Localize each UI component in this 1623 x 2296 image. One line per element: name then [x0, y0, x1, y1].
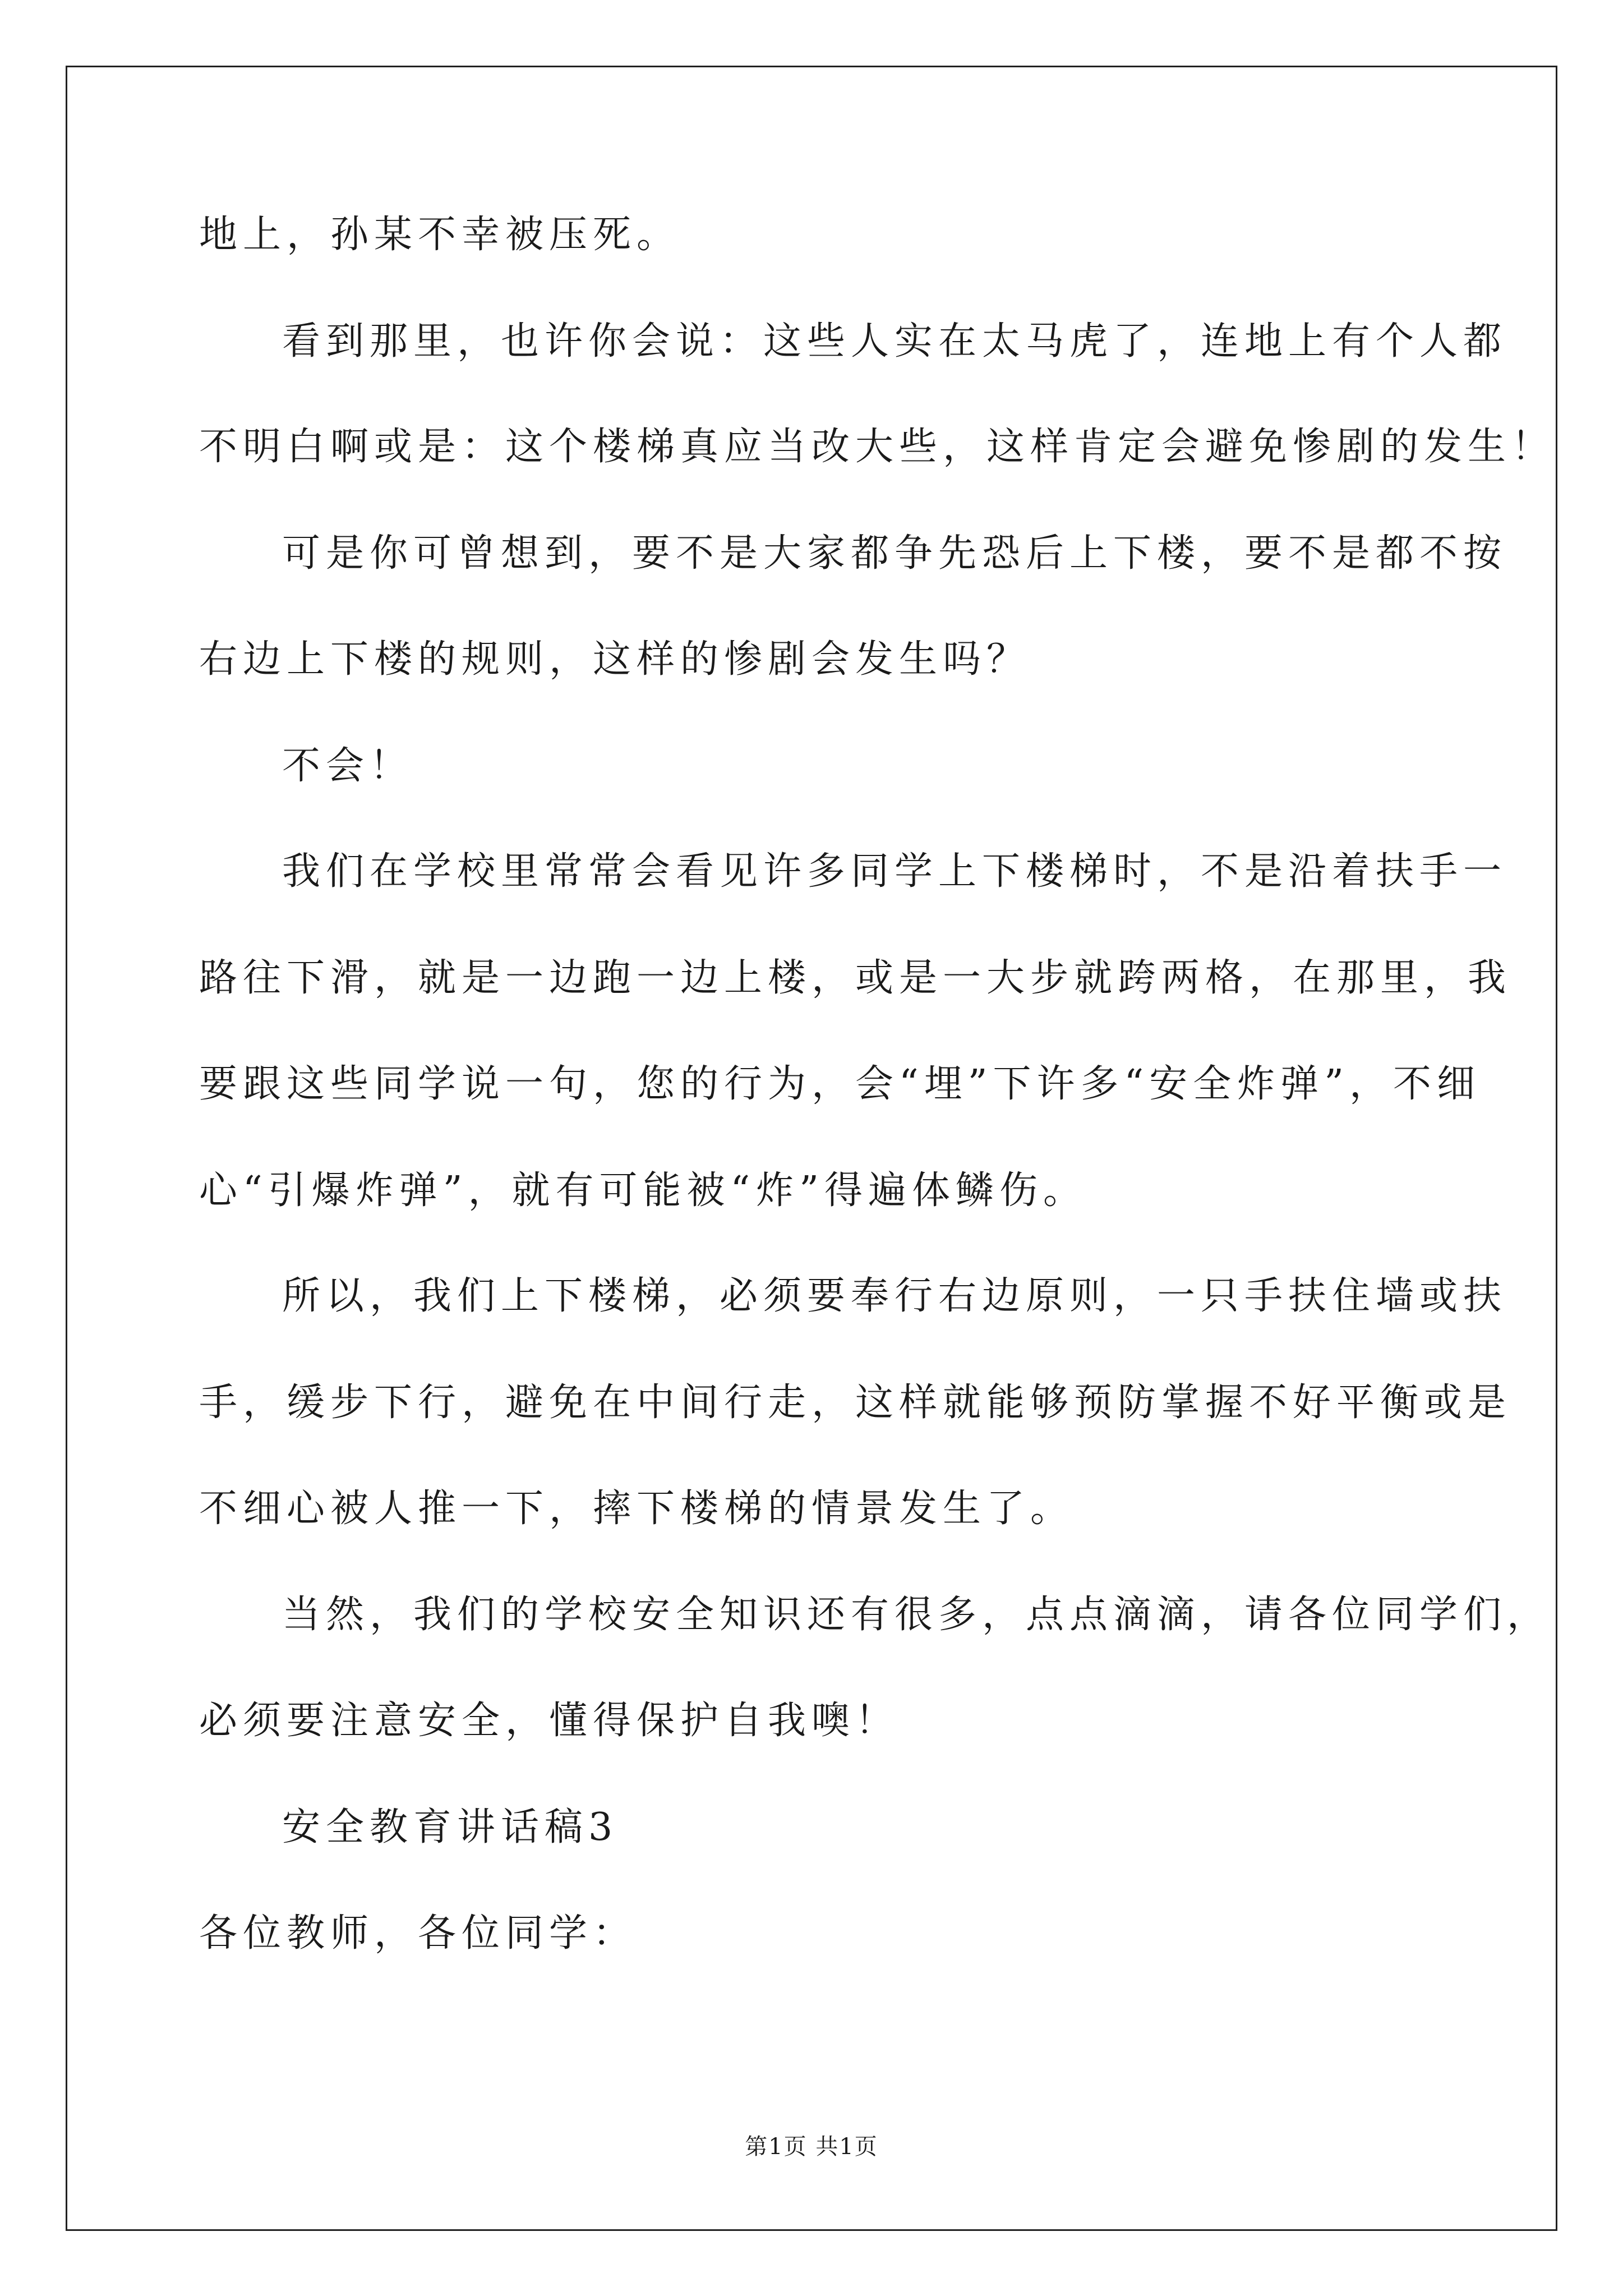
- paragraph-line: 看到那里，也许你会说：这些人实在太马虎了，连地上有个人都: [282, 319, 1507, 364]
- paragraph-line: 所以，我们上下楼梯，必须要奉行右边原则，一只手扶住墙或扶: [282, 1274, 1507, 1318]
- text-line: 右边上下楼的规则，这样的惨剧会发生吗？: [199, 637, 1031, 682]
- text-line: 路往下滑，就是一边跑一边上楼，或是一大步就跨两格，在那里，我: [199, 956, 1512, 1000]
- text-line: 必须要注意安全，懂得保护自我噢！: [199, 1699, 900, 1743]
- text-line: 要跟这些同学说一句，您的行为，会“埋”下许多“安全炸弹”，不细: [199, 1062, 1481, 1106]
- paragraph-line: 不会！: [282, 744, 414, 788]
- paragraph-line: 我们在学校里常常会看见许多同学上下楼梯时，不是沿着扶手一: [282, 849, 1507, 894]
- text-line: 心“引爆炸弹”，就有可能被“炸”得遍体鳞伤。: [199, 1168, 1087, 1213]
- salutation: 各位教师，各位同学：: [199, 1911, 637, 1955]
- text-line: 不明白啊或是：这个楼梯真应当改大些，这样肯定会避免惨剧的发生！: [199, 425, 1556, 469]
- page-border: [66, 66, 1557, 2231]
- paragraph-line: 可是你可曾想到，要不是大家都争先恐后上下楼，要不是都不按: [282, 531, 1507, 576]
- text-line: 地上，孙某不幸被压死。: [199, 213, 681, 257]
- page-footer: 第1页 共1页: [745, 2134, 878, 2160]
- paragraph-line: 当然，我们的学校安全知识还有很多，点点滴滴，请各位同学们，: [282, 1593, 1551, 1637]
- section-heading: 安全教育讲话稿3: [282, 1805, 619, 1849]
- text-line: 不细心被人推一下，摔下楼梯的情景发生了。: [199, 1487, 1075, 1531]
- text-line: 手，缓步下行，避免在中间行走，这样就能够预防掌握不好平衡或是: [199, 1381, 1512, 1425]
